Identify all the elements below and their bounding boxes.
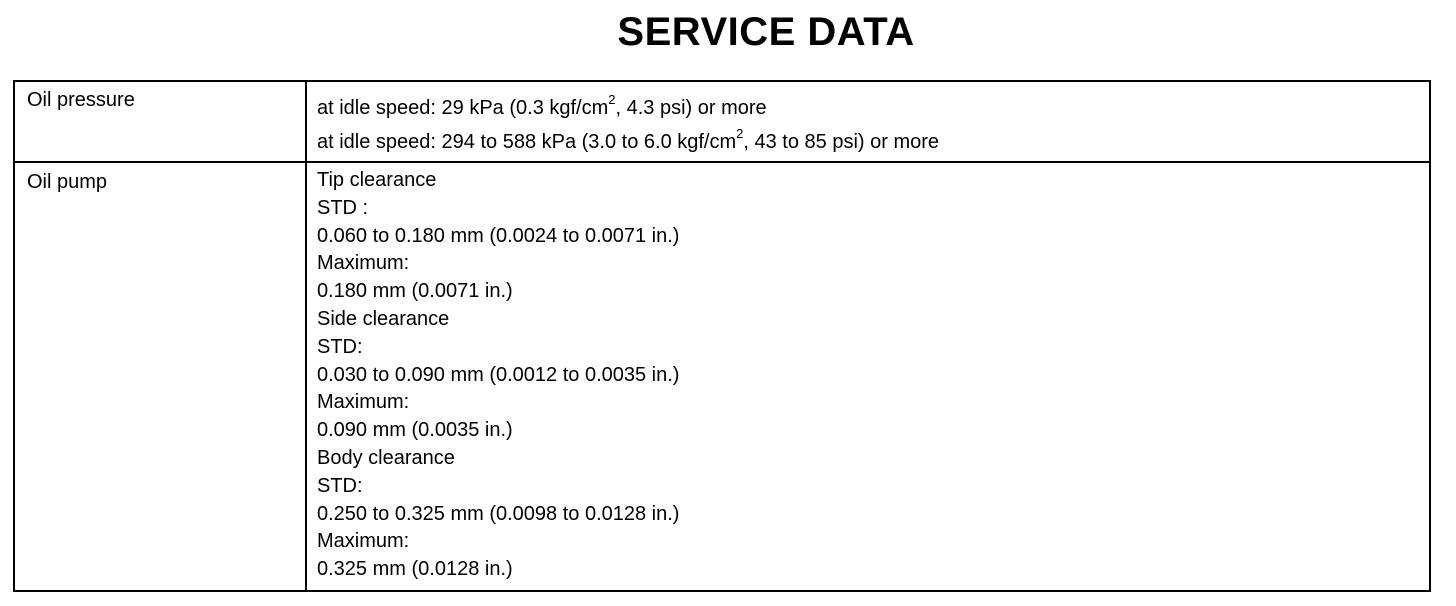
oil-pump-line: Tip clearance [317,169,437,191]
oil-pump-label: Oil pump [14,162,306,591]
page-title: SERVICE DATA [617,10,915,54]
superscript: 2 [608,92,616,108]
superscript: 2 [736,126,744,142]
oil-pump-line: 0.030 to 0.090 mm (0.0012 to 0.0035 in.) [317,363,680,386]
service-data-table [13,80,1431,592]
oil-pump-line: Maximum: [317,252,410,275]
oil-pressure-values [306,81,1430,162]
oil-pressure-label: Oil pressure [14,81,306,162]
oil-pressure-line-idle-text: at idle speed: 29 kPa (0.3 kgf/cm [317,97,609,119]
oil-pressure-line-idle-tail: , 4.3 psi) or more [615,97,767,119]
oil-pump-line: 0.325 mm (0.0128 in.) [317,558,513,581]
oil-pressure-line-idle [317,91,1429,125]
oil-pump-line: STD: [317,335,363,358]
oil-pump-line: Side clearance [317,307,450,330]
oil-pump-line: STD: [317,474,363,497]
oil-pump-line: 0.250 to 0.325 mm (0.0098 to 0.0128 in.) [317,502,680,525]
oil-pump-line: 0.090 mm (0.0035 in.) [317,419,513,442]
oil-pressure-line-range-text: at idle speed: 294 to 588 kPa (3.0 to 6.0 kgf/cm [317,131,737,153]
oil-pump-line: STD : [317,196,369,219]
oil-pump-values [306,162,1430,591]
table-row-oil-pump [14,162,1430,591]
oil-pump-line: Maximum: [317,530,410,553]
oil-pump-line: 0.180 mm (0.0071 in.) [317,280,513,303]
oil-pump-line: 0.060 to 0.180 mm (0.0024 to 0.0071 in.) [317,224,680,247]
oil-pressure-line-range [317,125,1429,159]
oil-pump-line: Body clearance [317,446,455,469]
oil-pump-line: Maximum: [317,391,410,414]
table-row-oil-pressure [14,81,1430,162]
oil-pressure-line-range-tail: , 43 to 85 psi) or more [743,131,940,153]
